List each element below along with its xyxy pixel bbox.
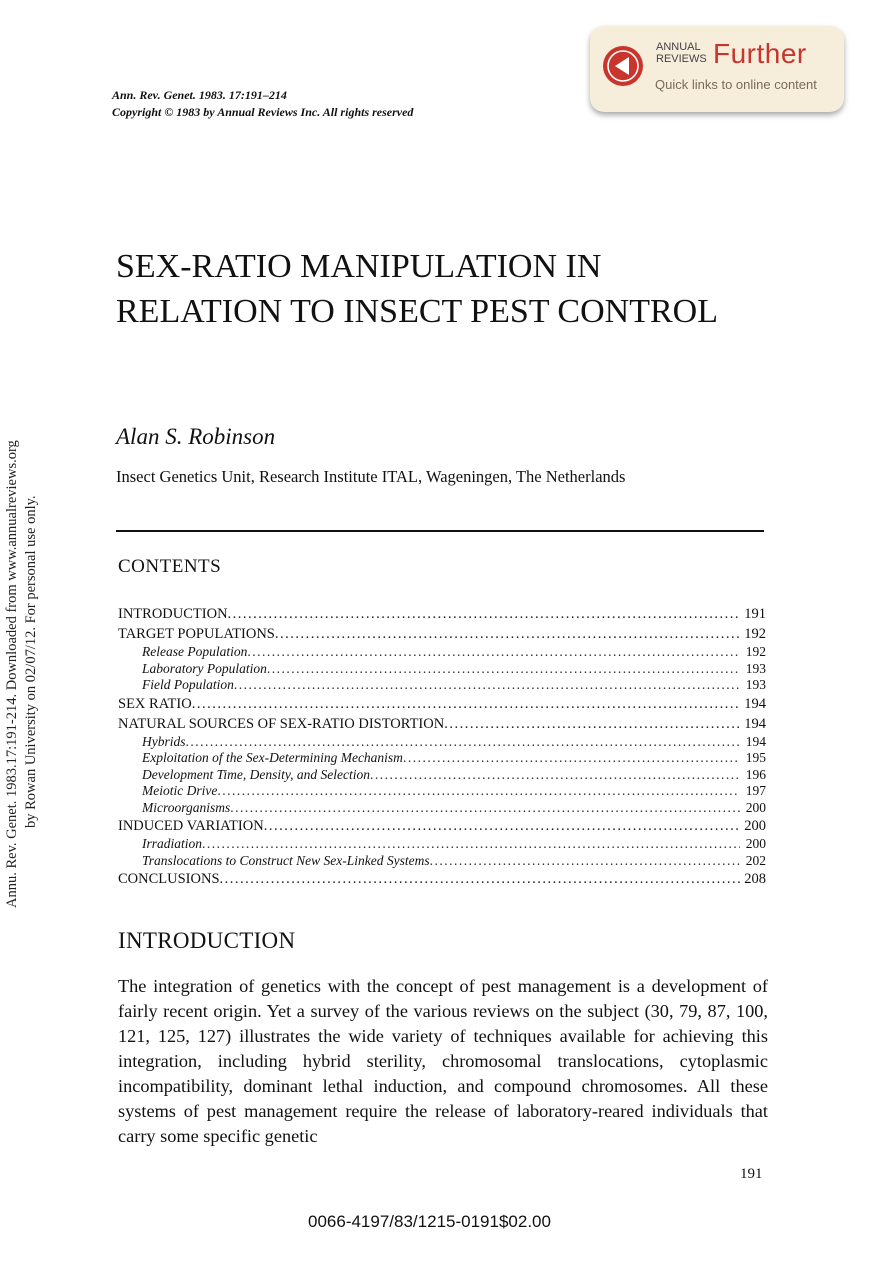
toc-entry[interactable]	[118, 817, 766, 836]
toc-leader	[267, 661, 740, 678]
download-notice	[0, 0, 60, 1275]
toc-entry-label: Meiotic Drive	[142, 783, 218, 798]
download-notice-line-1: Annu. Rev. Genet. 1983.17:191-214. Downloaded from www.annualreviews.org	[4, 440, 20, 908]
back-arrow-icon	[602, 45, 644, 87]
toc-entry-page: 194	[744, 695, 766, 712]
toc-entry-label: Release Population	[142, 644, 248, 659]
toc-entry-page: 200	[745, 836, 766, 851]
toc-entry[interactable]	[118, 605, 766, 624]
toc-entry-label: Development Time, Density, and Selection	[142, 766, 370, 782]
toc-entry[interactable]	[118, 695, 766, 714]
toc-subentry[interactable]	[118, 661, 766, 678]
toc-subentry[interactable]	[118, 734, 766, 751]
toc-entry-page: 191	[744, 606, 766, 622]
author-affiliation: Insect Genetics Unit, Research Institute ITAL, Wageningen, The Netherlands	[116, 467, 626, 486]
copyright-line: Copyright © 1983 by Annual Reviews Inc. All rights reserved	[112, 105, 414, 119]
title-divider	[116, 530, 764, 532]
further-subtitle: Quick links to online content	[655, 77, 817, 92]
toc-leader	[247, 644, 740, 661]
annual-label: ANNUAL	[656, 41, 701, 53]
toc-subentry[interactable]	[118, 750, 766, 767]
toc-leader	[403, 750, 740, 767]
toc-subentry[interactable]	[118, 853, 766, 870]
toc-entry-page: 194	[745, 733, 766, 749]
toc-entry-label: TARGET POPULATIONS	[118, 626, 275, 642]
page-number: 191	[740, 1166, 763, 1182]
toc-entry-label: INTRODUCTION	[118, 606, 228, 622]
toc-leader	[230, 800, 740, 817]
toc-entry-label: INDUCED VARIATION	[118, 818, 264, 834]
toc-subentry[interactable]	[118, 767, 766, 784]
toc-subentry[interactable]	[118, 836, 766, 853]
toc-entry-page: 193	[745, 660, 766, 676]
toc-entry-page: 196	[745, 766, 766, 782]
toc-leader	[430, 853, 740, 870]
toc-leader	[202, 836, 740, 853]
toc-leader	[192, 695, 740, 714]
article-title: SEX-RATIO MANIPULATION IN RELATION TO INSECT PEST CONTROL	[116, 248, 718, 330]
journal-citation	[112, 87, 413, 121]
toc-subentry[interactable]	[118, 783, 766, 800]
toc-entry[interactable]	[118, 715, 766, 734]
toc-entry-label: CONCLUSIONS	[118, 871, 220, 887]
toc-subentry[interactable]	[118, 644, 766, 661]
toc-leader	[217, 783, 740, 800]
toc-entry-page: 202	[745, 852, 766, 868]
download-notice-line-2: by Rowan University on 02/07/12. For personal use only.	[23, 495, 39, 828]
toc-entry-label: SEX RATIO	[118, 695, 192, 712]
toc-entry-page: 192	[745, 644, 766, 659]
further-label: Further	[713, 38, 807, 69]
toc-entry-label: Field Population	[142, 677, 234, 692]
annual-reviews-wordmark	[656, 41, 707, 65]
introduction-paragraph: The integration of genetics with the concept of pest management is a development of fairly recent origin. Yet a survey of the various reviews on the subject (30, 79, 87, 100, 121, 125, 127) illustrates the wide variety of techniques available for achieving this integration, including hybrid sterility, chromosomal translocations, cytoplasmic incompatibility, dominant lethal induction, and compound chromosomes. All these systems of pest management require the release of laboratory-reared individuals that carry some specific genetic	[118, 976, 768, 1146]
toc-entry-label: Hybrids	[142, 733, 186, 749]
toc-entry-page: 194	[744, 715, 766, 732]
toc-entry-label: Irradiation	[142, 836, 203, 851]
further-links-badge[interactable]	[590, 26, 844, 112]
toc-entry-page: 195	[745, 750, 766, 765]
toc-leader	[228, 605, 740, 624]
toc-entry-label: Laboratory Population	[142, 660, 267, 676]
toc-leader	[186, 734, 741, 751]
toc-entry-label: Microorganisms	[142, 799, 231, 815]
toc-entry-page: 197	[745, 783, 766, 798]
toc-leader	[444, 715, 740, 734]
toc-entry-page: 200	[745, 799, 766, 815]
toc-entry-page: 193	[745, 677, 766, 692]
toc-entry-page: 200	[744, 818, 766, 834]
toc-entry-label: NATURAL SOURCES OF SEX-RATIO DISTORTION	[118, 715, 445, 732]
toc-entry[interactable]	[118, 625, 766, 644]
toc-entry-label: Translocations to Construct New Sex-Linked Systems	[142, 852, 430, 868]
reviews-label: REVIEWS	[656, 53, 707, 65]
toc-leader	[220, 870, 740, 889]
toc-leader	[234, 677, 740, 694]
author-name: Alan S. Robinson	[116, 424, 276, 449]
toc-entry-label: Exploitation of the Sex-Determining Mechanism	[142, 750, 403, 765]
toc-entry-page: 192	[744, 626, 766, 642]
toc-entry[interactable]	[118, 870, 766, 889]
toc-entry-page: 208	[744, 871, 766, 887]
introduction-heading: INTRODUCTION	[118, 928, 296, 953]
contents-heading: CONTENTS	[118, 556, 222, 577]
toc-leader	[275, 625, 740, 644]
toc-leader	[370, 767, 740, 784]
citation-line: Ann. Rev. Genet. 1983. 17:191–214	[112, 88, 287, 102]
toc-leader	[264, 817, 740, 836]
article-price-code: 0066-4197/83/1215-0191$02.00	[308, 1212, 551, 1231]
toc-subentry[interactable]	[118, 800, 766, 817]
table-of-contents	[118, 604, 766, 889]
toc-subentry[interactable]	[118, 677, 766, 694]
